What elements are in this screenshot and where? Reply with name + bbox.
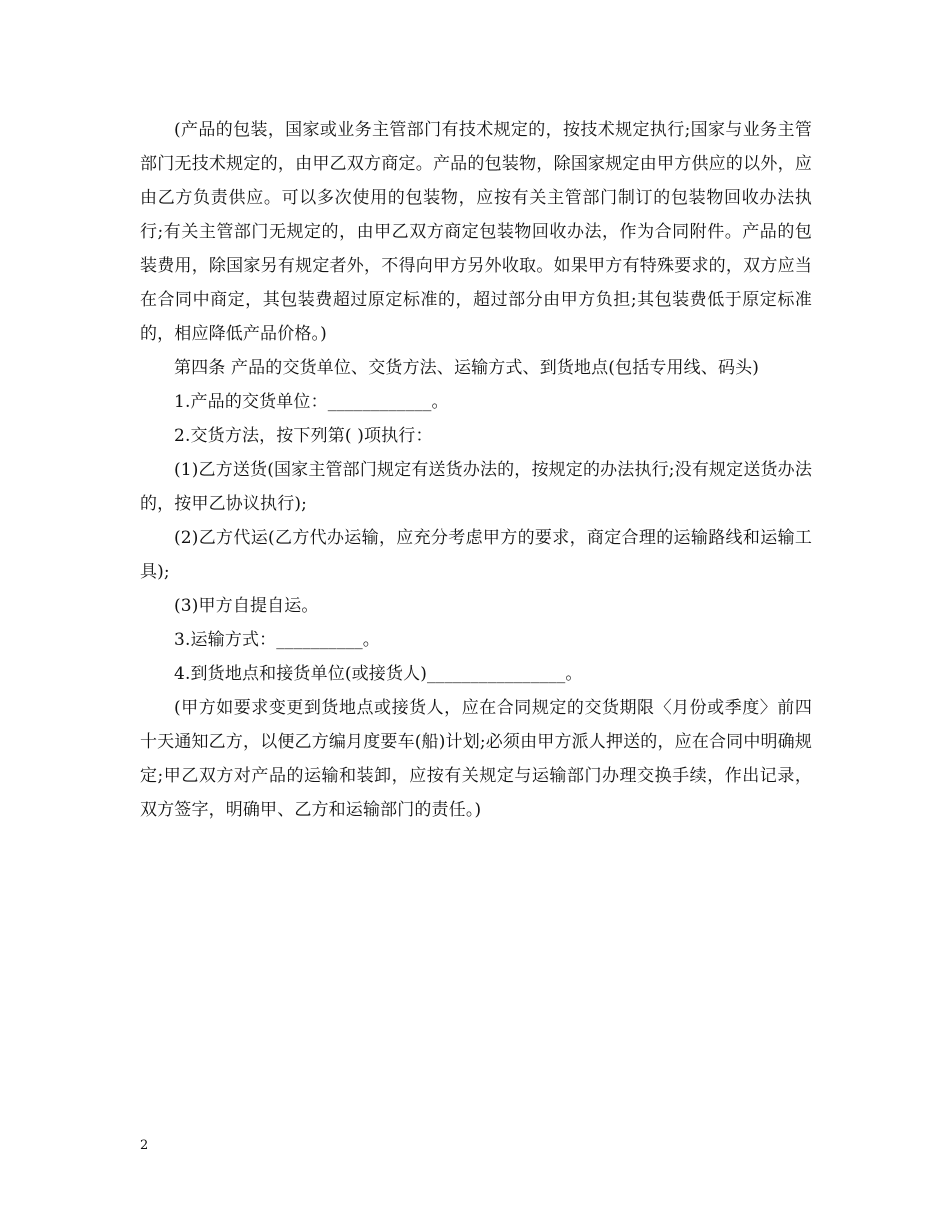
paragraph-delivery-method: 2.交货方法，按下列第( )项执行： — [174, 426, 433, 446]
paragraph-packaging-note: (产品的包装，国家或业务主管部门有技术规定的，按技术规定执行;国家与业务主管部门无技术规定的，由甲乙双方商定。产品的包装物，除国家规定由甲方供应的以外，应由乙方负责供应。可以多次使用的包装物，应按有关主管部门制订的包装物回收办法执行;有关主管部门无规定的，由甲乙双方商定包装物回收办法，作为合同附件。产品的包装费用，除国家另有规定者外，不得向甲方另外收取。如果甲方有特殊要求的，双方应当在合同中商定，其包装费超过原定标准的，超过部分由甲方负担;其包装费低于原定标准的，相应降低产品价格。) — [140, 120, 812, 344]
paragraph-transport-note: (甲方如要求变更到货地点或接货人，应在合同规定的交货期限〈月份或季度〉前四十天通知乙方，以便乙方编月度要车(船)计划;必须由甲方派人押送的，应在合同中明确规定;甲乙双方对产品的运输和装卸，应按有关规定与运输部门办理交换手续，作出记录，双方签字，明确甲、乙方和运输部门的责任。) — [140, 698, 812, 820]
document-body — [140, 113, 812, 827]
paragraph-option-buyer-pickup: (3)甲方自提自运。 — [174, 596, 319, 616]
paragraph-delivery-unit: 1.产品的交货单位：____________。 — [174, 392, 449, 412]
paragraph-arrival-location: 4.到货地点和接货单位(或接货人)________________。 — [174, 664, 583, 684]
paragraph-option-seller-shipping: (2)乙方代运(乙方代办运输，应充分考虑甲方的要求，商定合理的运输路线和运输工具); — [140, 528, 812, 582]
paragraph-option-seller-delivery: (1)乙方送货(国家主管部门规定有送货办法的，按规定的办法执行;没有规定送货办法的，按甲乙协议执行); — [140, 460, 812, 514]
page-number: 2 — [140, 1138, 149, 1153]
paragraph-article-four-heading: 第四条 产品的交货单位、交货方法、运输方式、到货地点(包括专用线、码头) — [174, 358, 760, 378]
paragraph-transport-mode: 3.运输方式：__________。 — [174, 630, 380, 650]
